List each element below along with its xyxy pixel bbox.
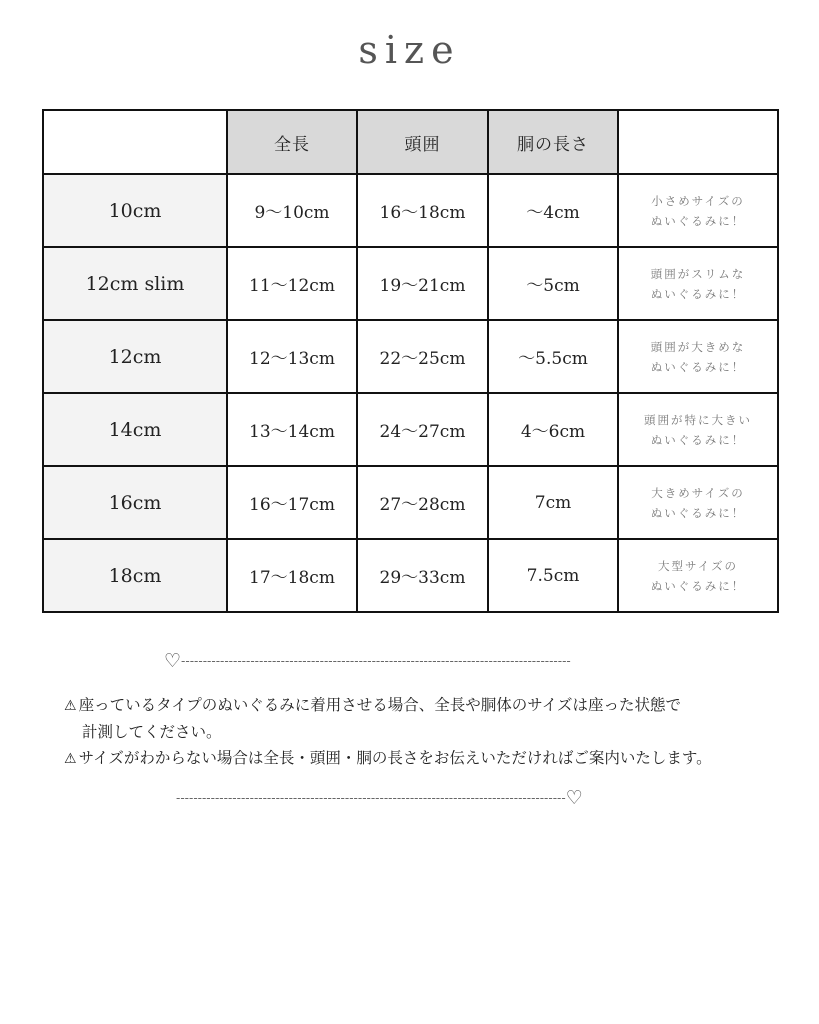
note-line: 頭囲が特に大きい (644, 412, 752, 427)
note-text: 座っているタイプのぬいぐるみに着用させる場合、全長や胴体のサイズは座った状態で (78, 696, 682, 714)
torso-cell: 7.5cm (488, 539, 618, 612)
note-line: ぬいぐるみに！ (650, 432, 746, 447)
row-size-label: 16cm (43, 466, 227, 539)
length-cell: 13～14cm (227, 393, 357, 466)
head-cell: 29～33cm (357, 539, 488, 612)
table-row (43, 539, 778, 612)
size-table (42, 109, 779, 613)
note-cell (618, 247, 778, 320)
note-line: 大型サイズの (657, 558, 739, 573)
note-text: サイズがわからない場合は全長・頭囲・胴の長さをお伝えいただければご案内いたします。 (78, 749, 712, 767)
header-blank-cell (43, 110, 227, 174)
note-line-1 (64, 692, 794, 719)
page-title: size (358, 28, 461, 72)
note-cell (618, 393, 778, 466)
head-cell: 16～18cm (357, 174, 488, 247)
row-size-label: 12cm (43, 320, 227, 393)
header-torso: 胴の長さ (488, 110, 618, 174)
table-row (43, 174, 778, 247)
note-line: 頭囲が大きめな (650, 339, 746, 354)
row-size-label: 18cm (43, 539, 227, 612)
torso-cell: ～5cm (488, 247, 618, 320)
note-line: ぬいぐるみに！ (650, 359, 746, 374)
notes-section (64, 692, 794, 772)
dashed-line: ------------------------------------------------------------------------------------------ (176, 791, 566, 805)
note-line: ぬいぐるみに！ (650, 505, 746, 520)
note-cell (618, 320, 778, 393)
row-size-label: 12cm slim (43, 247, 227, 320)
note-cell (618, 466, 778, 539)
note-line: 大きめサイズの (651, 485, 745, 500)
note-line: ぬいぐるみに！ (650, 213, 746, 228)
heart-icon: ♡ (164, 650, 182, 672)
row-size-label: 10cm (43, 174, 227, 247)
torso-cell: ～5.5cm (488, 320, 618, 393)
table-row (43, 247, 778, 320)
note-line: ぬいぐるみに！ (650, 286, 746, 301)
head-cell: 24～27cm (357, 393, 488, 466)
length-cell: 12～13cm (227, 320, 357, 393)
head-cell: 22～25cm (357, 320, 488, 393)
row-size-label: 14cm (43, 393, 227, 466)
header-length: 全長 (227, 110, 357, 174)
note-cell (618, 174, 778, 247)
header-note-blank (618, 110, 778, 174)
note-line: 小さめサイズの (651, 193, 745, 208)
table-row (43, 320, 778, 393)
heart-icon: ♡ (565, 787, 583, 809)
warning-icon: ⚠ (64, 698, 77, 714)
note-cell (618, 539, 778, 612)
length-cell: 11～12cm (227, 247, 357, 320)
head-cell: 27～28cm (357, 466, 488, 539)
note-text-continued: 計測してください。 (82, 723, 222, 741)
note-line-2 (64, 745, 794, 772)
torso-cell: ～4cm (488, 174, 618, 247)
table-header-row (43, 110, 778, 174)
note-line: ぬいぐるみに！ (650, 578, 746, 593)
length-cell: 9～10cm (227, 174, 357, 247)
note-line: 頭囲がスリムな (650, 266, 746, 281)
head-cell: 19～21cm (357, 247, 488, 320)
table-row (43, 466, 778, 539)
table-row (43, 393, 778, 466)
length-cell: 16～17cm (227, 466, 357, 539)
header-head: 頭囲 (357, 110, 488, 174)
dashed-line: ------------------------------------------------------------------------------------------ (181, 654, 571, 668)
length-cell: 17～18cm (227, 539, 357, 612)
torso-cell: 7cm (488, 466, 618, 539)
torso-cell: 4～6cm (488, 393, 618, 466)
warning-icon: ⚠ (64, 751, 77, 767)
